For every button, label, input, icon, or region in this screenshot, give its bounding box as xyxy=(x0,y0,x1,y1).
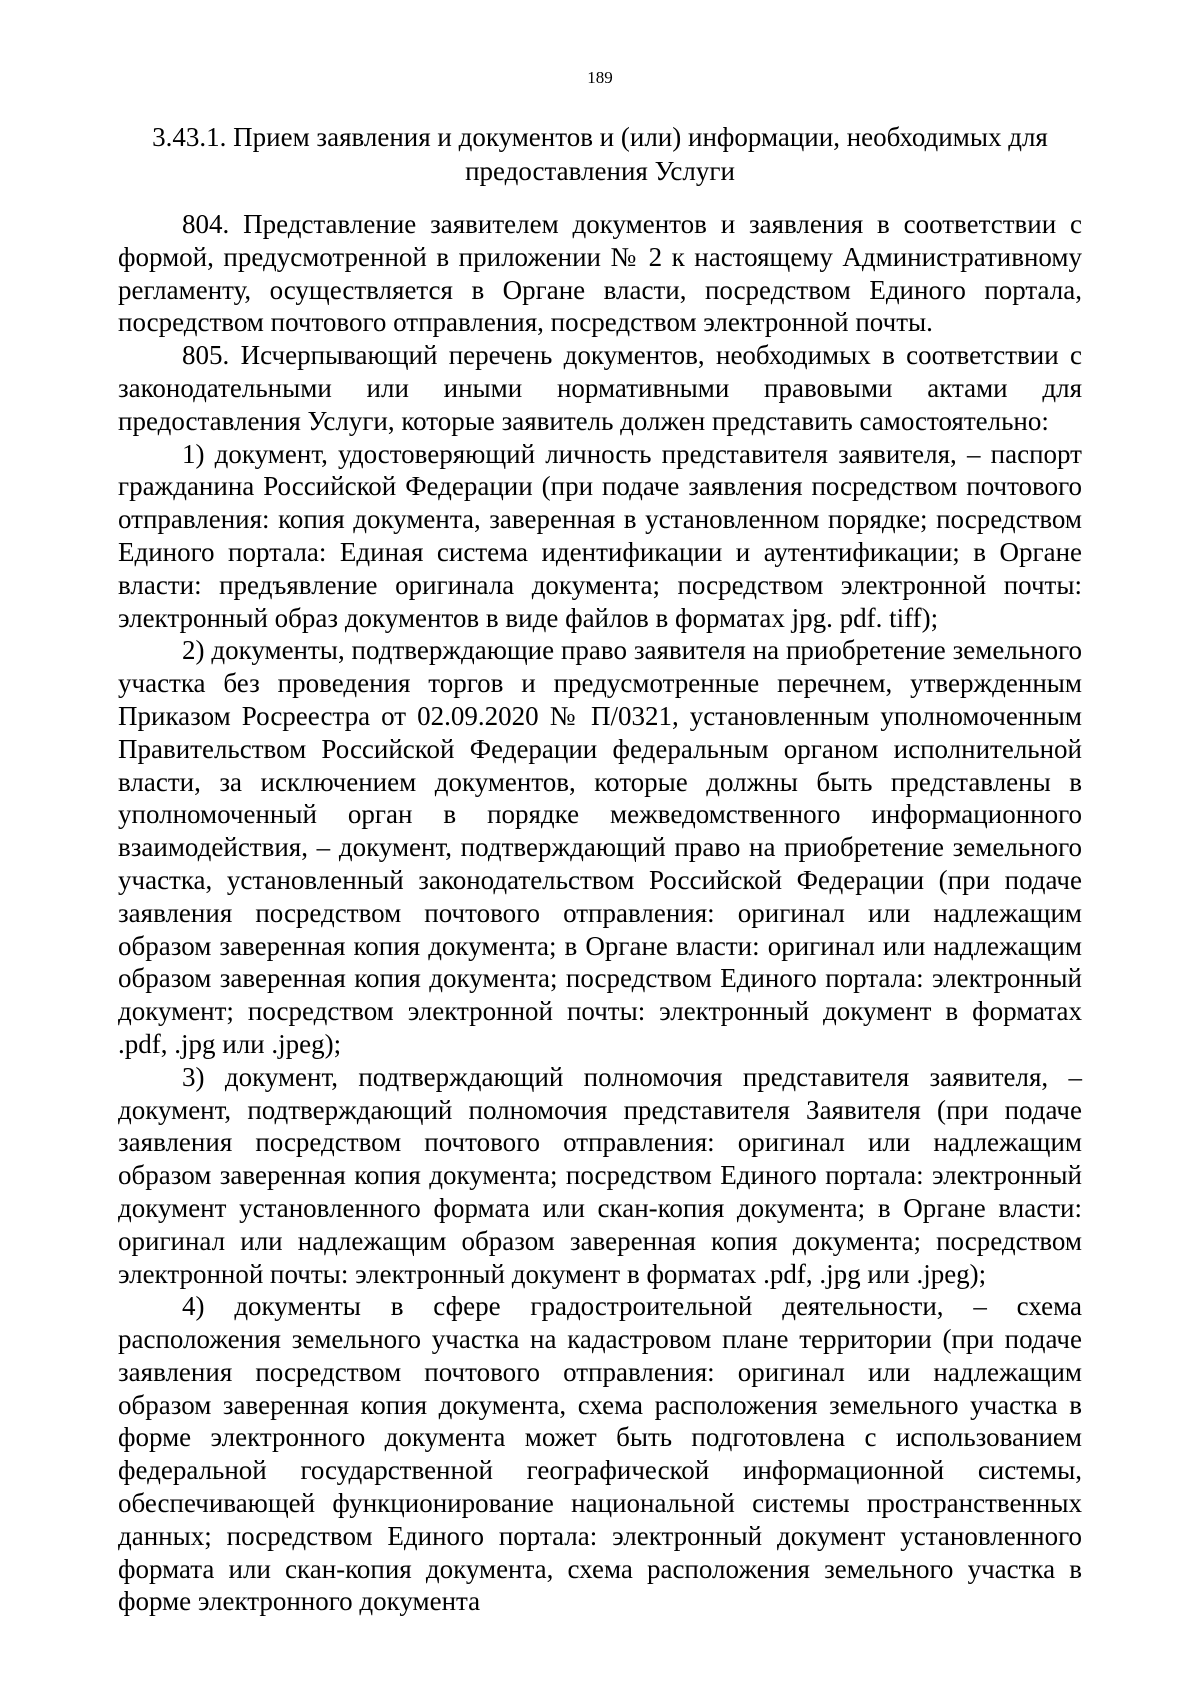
document-body xyxy=(118,208,1082,1618)
section-title: 3.43.1. Прием заявления и документов и (или) информации, необходимых для предоставления Услуги xyxy=(152,122,1048,186)
list-item-3: 3) документ, подтверждающий полномочия представителя заявителя, – документ, подтверждающий полномочия представителя Заявителя (при подаче заявления посредством почтового отправления: оригинал или надлежащим образом заверенная копия документа; посредством Единого портала: электронный документ установленного формата или скан-копия документа; в Органе власти: оригинал или надлежащим образом заверенная копия документа; посредством электронной почты: электронный документ в форматах .pdf, .jpg или .jpeg); xyxy=(118,1061,1082,1289)
list-item-1: 1) документ, удостоверяющий личность представителя заявителя, – паспорт гражданина Российской Федерации (при подаче заявления посредством почтового отправления: копия документа, заверенная в установленном порядке; посредством Единого портала: Единая система идентификации и аутентификации; в Органе власти: предъявление оригинала документа; посредством электронной почты: электронный образ документов в виде файлов в форматах jpg. pdf. tiff); xyxy=(118,438,1082,633)
list-item-2: 2) документы, подтверждающие право заявителя на приобретение земельного участка без проведения торгов и предусмотренные перечнем, утвержденным Приказом Росреестра от 02.09.2020 № П/0321, установленным уполномоченным Правительством Российской Федерации федеральным органом исполнительной власти, за исключением документов, которые должны быть представлены в уполномоченный орган в порядке межведомственного информационного взаимодействия, – документ, подтверждающий право на приобретение земельного участка, установленный законодательством Российской Федерации (при подаче заявления посредством почтового отправления: оригинал или надлежащим образом заверенная копия документа; в Органе власти: оригинал или надлежащим образом заверенная копия документа; посредством Единого портала: электронный документ; посредством электронной почты: электронный документ в форматах .pdf, .jpg или .jpeg); xyxy=(118,635,1082,1059)
page-number: 189 xyxy=(587,68,613,87)
paragraph-805: 805. Исчерпывающий перечень документов, необходимых в соответствии с законодательными или иными нормативными правовыми актами для предоставления Услуги, которые заявитель должен представить самостоятельно: xyxy=(118,340,1082,436)
list-item-4: 4) документы в сфере градостроительной деятельности, – схема расположения земельного участка на кадастровом плане территории (при подаче заявления посредством почтового отправления: оригинал или надлежащим образом заверенная копия документа, схема расположения земельного участка в форме электронного документа может быть подготовлена с использованием федеральной государственной географической информационной системы, обеспечивающей функционирование национальной системы пространственных данных; посредством Единого портала: электронный документ установленного формата или скан-копия документа, схема расположения земельного участка в форме электронного документа xyxy=(118,1291,1082,1617)
paragraph-804: 804. Представление заявителем документов и заявления в соответствии с формой, предусмотренной в приложении № 2 к настоящему Административному регламенту, осуществляется в Органе власти, посредством Единого портала, посредством почтового отправления, посредством электронной почты. xyxy=(118,209,1082,338)
